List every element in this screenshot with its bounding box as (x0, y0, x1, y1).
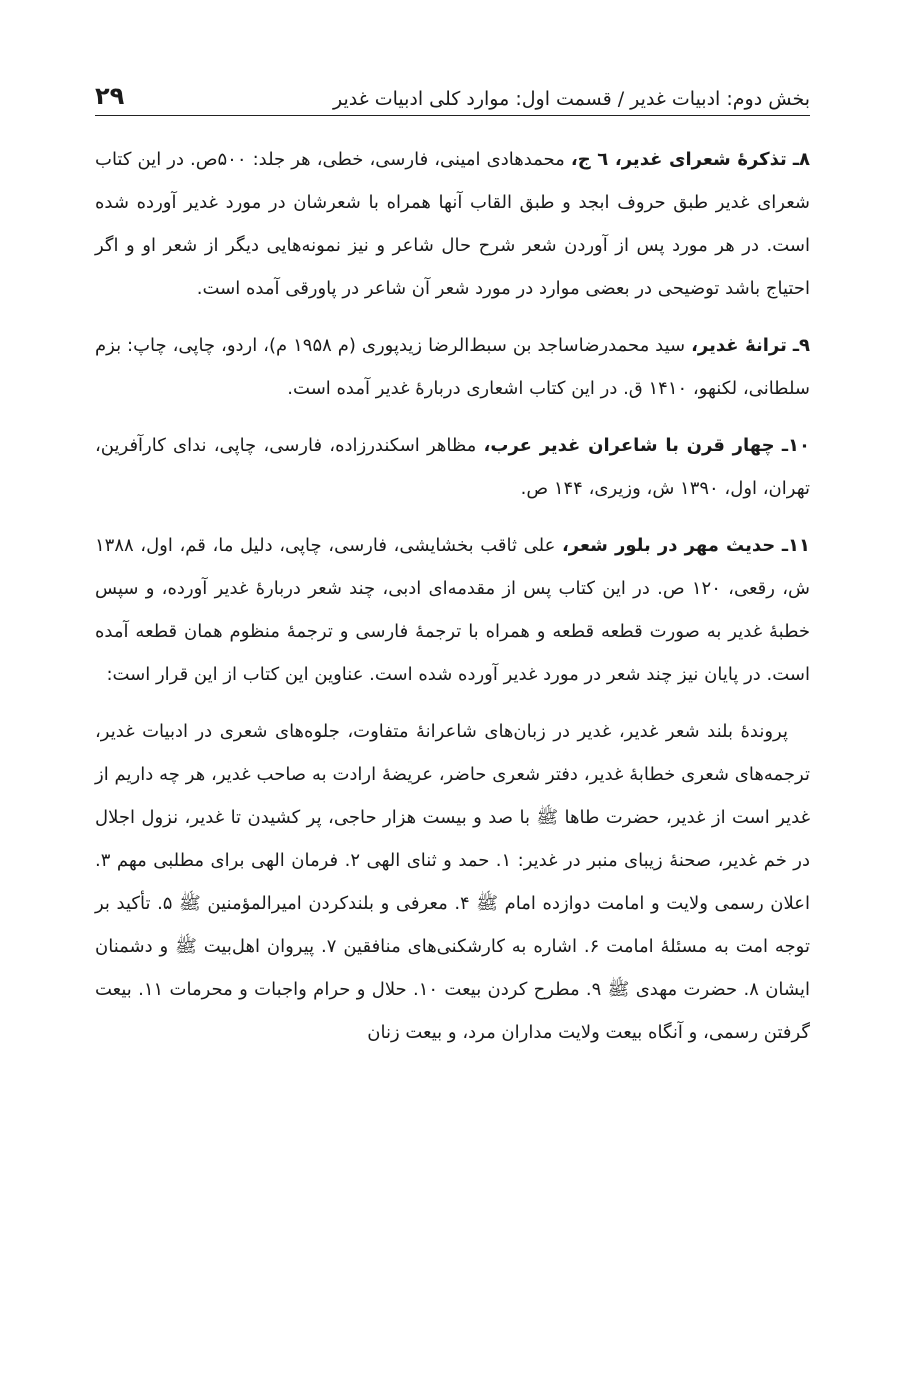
entry-text: محمدهادی امینی، فارسی، خطی، هر جلد: ۵۰۰ص. در این کتاب شعرای غدیر طبق حروف ابجد و طبق القاب آنها همراه با شعرشان در مورد غدیر آورده شده است. در هر مورد پس از آوردن شعر شرح حال شاعر و نیز نمونه‌هایی دیگر از شعر او و اگر احتیاج باشد توضیحی در بعضی موارد در مورد شعر آن شاعر در پاورقی آمده است. (95, 149, 810, 299)
entry-number: ۱۱ـ (781, 535, 810, 556)
header-divider (95, 115, 810, 116)
entry-8 (95, 138, 810, 310)
entry-text: مظاهر اسکندرزاده، فارسی، چاپی، ندای کارآفرین، تهران، اول، ۱۳۹۰ ش، وزیری، ۱۴۴ ص. (95, 435, 810, 499)
entry-number: ۹ـ (792, 335, 811, 356)
entry-title: تذکرهٔ شعرای غدیر، ٦ ج، (570, 149, 787, 170)
page-body (95, 138, 810, 1068)
entry-9 (95, 324, 810, 410)
entry-title: ترانهٔ غدیر، (691, 335, 787, 356)
entry-text: سید محمدرضاساجد بن سبط‌الرضا زیدپوری (م ۱۹۵۸ م)، اردو، چاپی، چاپ: بزم سلطانی، لکنهو، ۱۴۱۰ ق. در این کتاب اشعاری دربارهٔ غدیر آمده است. (95, 335, 810, 399)
header-title: بخش دوم: ادبیات غدیر / قسمت اول: موارد کلی ادبیات غدیر (332, 88, 810, 110)
book-page (95, 0, 810, 1390)
running-header (95, 70, 810, 110)
entry-10 (95, 424, 810, 510)
entry-title: حدیث مهر در بلور شعر، (561, 535, 776, 556)
entry-number: ۸ـ (792, 149, 810, 170)
page-number: ۲۹ (95, 82, 125, 110)
contents-paragraph: پروندهٔ بلند شعر غدیر، غدیر در زبان‌های شاعرانهٔ متفاوت، جلوه‌های شعری در ادبیات غدیر، ترجمه‌های شعری خطابهٔ غدیر، دفتر شعری حاضر، عریضهٔ ارادت به صاحب غدیر، هر چه داریم از غدیر است از غدیر، حضرت طاها ﷺ با صد و بیست هزار حاجی، پر کشیدن تا غدیر، نزول اجلال در خم غدیر، صحنهٔ زیبای منبر در غدیر: ۱. حمد و ثنای الهی ۲. فرمان الهی برای مطلبی مهم ۳. اعلان رسمی ولایت و امامت دوازده امام ﷺ ۴. معرفی و بلندکردن امیرالمؤمنین ﷺ ۵. تأکید بر توجه امت به مسئلهٔ امامت ۶. اشاره به کارشکنی‌های منافقین ۷. پیروان اهل‌بیت ﷺ و دشمنان ایشان ۸. حضرت مهدی ﷺ ۹. مطرح کردن بیعت ۱۰. حلال و حرام واجبات و محرمات ۱۱. بیعت گرفتن رسمی، و آنگاه بیعت ولایت مداران مرد، و بیعت زنان (95, 721, 811, 1043)
entry-11 (95, 524, 810, 696)
entry-number: ۱۰ـ (781, 435, 810, 456)
entry-text: علی ثاقب بخشایشی، فارسی، چاپی، دلیل ما، قم، اول، ۱۳۸۸ ش، رقعی، ۱۲۰ ص. در این کتاب پس از مقدمه‌ای ادبی، چند شعر دربارهٔ غدیر آورده، و سپس خطبهٔ غدیر به صورت قطعه قطعه و همراه با ترجمهٔ فارسی و ترجمهٔ منظوم همان قطعه آمده است. در پایان نیز چند شعر در مورد غدیر آورده شده است. عناوین این کتاب از این قرار است: (95, 535, 810, 685)
entry-title: چهار قرن با شاعران غدیر عرب، (483, 435, 775, 456)
